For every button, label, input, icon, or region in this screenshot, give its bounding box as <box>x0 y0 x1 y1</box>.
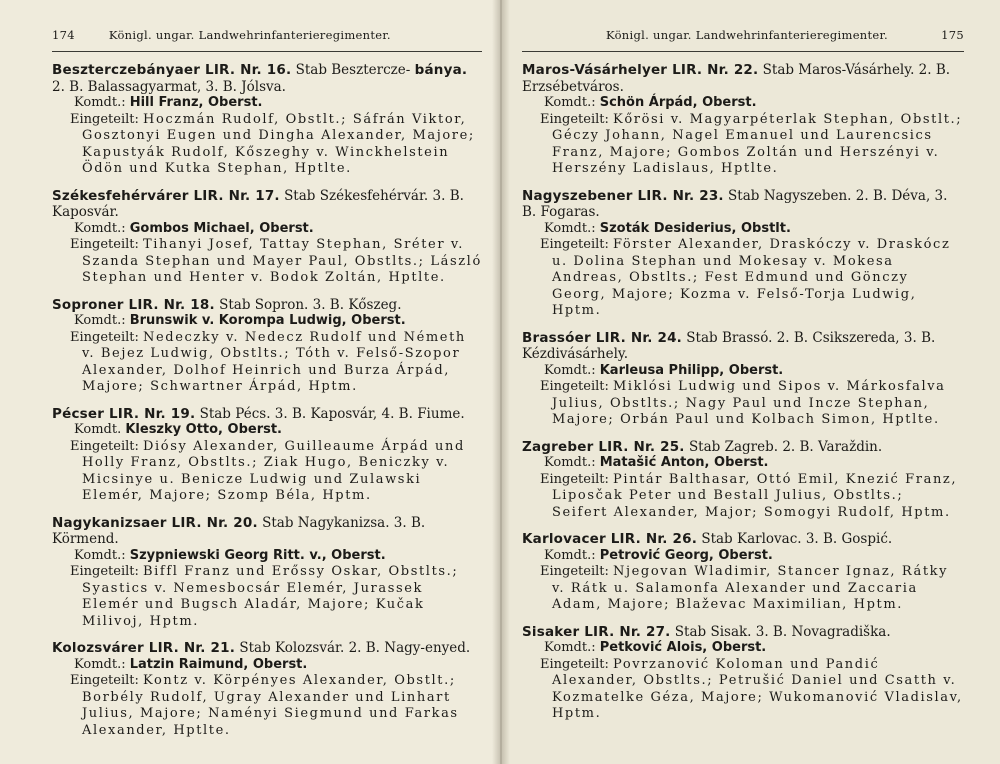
komdt-name: Szypniewski Georg Ritt. v., Oberst. <box>129 547 386 563</box>
komdt-label: Komdt.: <box>544 220 596 236</box>
regiment-entry-23 <box>522 188 964 320</box>
regiment-battalions: 2. B. Varaždin. <box>782 438 883 455</box>
komdt-label: Komdt.: <box>74 220 126 236</box>
book-gutter <box>492 0 510 764</box>
running-head-left <box>52 28 482 52</box>
regiment-battalions: 3. B. Gospić. <box>805 531 893 547</box>
regiment-entry-17 <box>52 188 482 287</box>
regiment-entry-26 <box>522 531 964 614</box>
regiment-battalions: 2. B. Nagy-enyed. <box>348 640 471 656</box>
regiment-entry-19 <box>52 406 482 505</box>
komdt-name: Hill Franz, Oberst. <box>129 95 263 110</box>
regiment-battalions: 3. B. Kaposvár, 4. B. Fiume. <box>274 405 465 422</box>
eingeteilt-label: Eingeteilt: <box>540 564 609 579</box>
running-head-title-left: Königl. ungar. Landwehrinfanterieregimenter. <box>108 28 391 42</box>
regiment-battalions: 3. B. Kőszeg. <box>312 296 402 313</box>
regiment-heading: Soproner LIR. Nr. 18. <box>52 296 215 313</box>
komdt-label: Komdt.: <box>544 547 596 563</box>
komdt-label: Komdt.: <box>74 547 126 563</box>
eingeteilt-label: Eingeteilt: <box>70 564 139 579</box>
komdt-label: Komdt.: <box>74 656 126 672</box>
regiment-station: Stab Maros-Vásárhely. <box>762 62 915 78</box>
regiment-entry-16 <box>52 62 482 178</box>
komdt-label: Komdt.: <box>544 640 596 655</box>
regiment-station: Stab Kolozsvár. <box>239 640 345 656</box>
komdt-name: Latzin Raimund, Oberst. <box>129 656 308 672</box>
komdt-label: Komdt.: <box>544 455 596 470</box>
komdt-name: Kleszky Otto, Oberst. <box>125 422 282 437</box>
komdt-label: Komdt. <box>74 422 122 437</box>
regiment-heading: Maros-Vásárhelyer LIR. Nr. 22. <box>522 62 759 78</box>
eingeteilt-list: Nedeczky v. Nedecz Rudolf und Németh v. Bejez Ludwig, Obstlts.; Tóth v. Felső-Szopor Alexander, Dolhof Heinrich und Burza Árpád, Majore; Schwartner Árpád, Hptm. <box>82 329 466 394</box>
regiment-heading: Sisaker LIR. Nr. 27. <box>522 623 671 640</box>
regiment-heading: Zagreber LIR. Nr. 25. <box>522 438 685 455</box>
page-number-right: 175 <box>941 28 964 42</box>
komdt-name: Karleusa Philipp, Oberst. <box>599 362 784 378</box>
regiment-battalions: 2. B. Balassagyarmat, 3. B. Jólsva. <box>52 78 286 95</box>
regiment-station-cont: bánya. <box>414 62 468 78</box>
regiment-entry-22 <box>522 62 964 178</box>
eingeteilt-label: Eingeteilt: <box>70 329 139 345</box>
eingeteilt-label: Eingeteilt: <box>540 656 609 672</box>
regiment-heading: Beszterczebányaer LIR. Nr. 16. <box>52 62 292 78</box>
eingeteilt-list: Njegovan Wladimir, Stancer Ignaz, Rátky v. Rátk u. Salamonfa Alexander und Zaccaria Adam, Majore; Blaževac Maximilian, Hptm. <box>552 564 949 612</box>
eingeteilt-list: Biffl Franz und Erőssy Oskar, Obstlts.; Syastics v. Nemesbocsár Elemér, Jurassek Elemér und Bugsch Aladár, Majore; Kučak Milivoj, Hptm. <box>82 564 459 629</box>
eingeteilt-label: Eingeteilt: <box>70 111 139 127</box>
eingeteilt-list: Diósy Alexander, Guilleaume Árpád und Holly Franz, Obstlts.; Ziak Hugo, Beniczky v. Micsinye u. Benicze Ludwig und Zulawski Elemér, Majore; Szomp Béla, Hptm. <box>82 438 465 503</box>
regiment-battalions: 3. B. Kaposvár. <box>52 187 464 220</box>
komdt-label: Komdt.: <box>544 95 596 110</box>
eingeteilt-label: Eingeteilt: <box>540 379 609 394</box>
komdt-name: Schön Árpád, Oberst. <box>599 95 757 110</box>
komdt-name: Matašić Anton, Oberst. <box>599 455 769 470</box>
eingeteilt-list: Miklósi Ludwig und Sipos v. Márkosfalva Julius, Obstlts.; Nagy Paul und Incze Stephan, Majore; Orbán Paul und Kolbach Simon, Hptlte. <box>552 379 946 427</box>
eingeteilt-label: Eingeteilt: <box>540 237 609 252</box>
eingeteilt-list: Kőrösi v. Magyarpéterlak Stephan, Obstlt.; Géczy Johann, Nagel Emanuel und Laurencsics Franz, Majore; Gombos Zoltán und Herszényi v. Herszény Ladislaus, Hptlte. <box>552 111 963 176</box>
regiment-battalions: 3. B. Körmend. <box>52 514 426 547</box>
komdt-name: Szoták Desiderius, Obstlt. <box>599 220 791 236</box>
eingeteilt-list: Kontz v. Körpényes Alexander, Obstlt.; Borbély Rudolf, Ugray Alexander und Linhart Julius, Majore; Naményi Siegmund und Farkas Alexander, Hptlte. <box>82 673 459 738</box>
regiment-entry-25 <box>522 439 964 522</box>
regiment-heading: Kolozsvárer LIR. Nr. 21. <box>52 640 236 656</box>
regiment-battalions: 2. B. Erzsébetváros. <box>522 62 951 95</box>
right-page <box>500 0 1000 764</box>
running-head-title-right: Königl. ungar. Landwehrinfanterieregimenter. <box>606 28 889 42</box>
regiment-station: Stab Pécs. <box>199 405 271 422</box>
komdt-name: Gombos Michael, Oberst. <box>129 220 314 236</box>
regiment-heading: Nagykanizsaer LIR. Nr. 20. <box>52 514 258 531</box>
regiment-heading: Nagyszebener LIR. Nr. 23. <box>522 187 724 204</box>
regiment-battalions: 2. B. Csikszereda, 3. B. Kézdivásárhely. <box>522 329 936 362</box>
regiment-entry-24 <box>522 330 964 429</box>
eingeteilt-list: Hoczmán Rudolf, Obstlt.; Sáfrán Viktor, Gosztonyi Eugen und Dingha Alexander, Majore; Kapustyák Rudolf, Kőszeghy v. Winckhelstein Ödön und Kutka Stephan, Hptlte. <box>82 111 475 176</box>
eingeteilt-label: Eingeteilt: <box>70 438 139 454</box>
komdt-label: Komdt.: <box>74 313 126 328</box>
regiment-station: Stab Székesfehérvár. <box>284 187 429 204</box>
komdt-name: Petković Alois, Oberst. <box>599 640 767 655</box>
regiment-entry-27 <box>522 624 964 723</box>
regiment-station: Stab Sopron. <box>219 296 309 313</box>
regiment-heading: Székesfehérvárer LIR. Nr. 17. <box>52 187 280 204</box>
eingeteilt-list: Povrzanović Koloman und Pandić Alexander, Obstlts.; Petrušić Daniel und Csatth v. Kozmatelke Géza, Majore; Wukomanović Vladislav, Hptm. <box>552 656 963 721</box>
komdt-name: Petrović Georg, Oberst. <box>599 547 773 563</box>
regiment-entry-21 <box>52 640 482 739</box>
regiment-entry-20 <box>52 515 482 631</box>
regiment-station: Stab Karlovac. <box>701 531 802 547</box>
regiment-heading: Brassóer LIR. Nr. 24. <box>522 329 682 346</box>
eingeteilt-list: Förster Alexander, Draskóczy v. Draskócz u. Dolina Stephan und Mokesay v. Mokesa Andreas, Obstlts.; Fest Edmund und Gönczy Georg, Majore; Kozma v. Felső-Torja Ludwig, Hptm. <box>552 237 951 318</box>
regiment-station: Stab Brassó. <box>686 329 773 346</box>
regiment-station: Stab Zagreb. <box>688 438 779 455</box>
running-head-right <box>522 28 964 52</box>
eingeteilt-label: Eingeteilt: <box>540 111 609 127</box>
komdt-name: Brunswik v. Korompa Ludwig, Oberst. <box>129 313 406 328</box>
regiment-station: Stab Nagyszeben. <box>728 187 852 204</box>
regiment-battalions: 3. B. Novagradiška. <box>755 623 891 640</box>
page-number-left: 174 <box>52 28 75 42</box>
komdt-label: Komdt.: <box>544 362 596 378</box>
eingeteilt-label: Eingeteilt: <box>540 471 609 487</box>
eingeteilt-label: Eingeteilt: <box>70 673 139 688</box>
eingeteilt-list: Pintár Balthasar, Ottó Emil, Knezić Franz, Liposčak Peter und Bestall Julius, Obstlts.; Seifert Alexander, Major; Somogyi Rudolf, Hptm. <box>552 471 958 520</box>
eingeteilt-list: Tihanyi Josef, Tattay Stephan, Sréter v. Szanda Stephan und Mayer Paul, Obstlts.; László Stephan und Henter v. Bodok Zoltán, Hptlte. <box>82 237 482 285</box>
regiment-battalions: 2. B. Déva, 3. B. Fogaras. <box>522 187 948 220</box>
regiment-station: Stab Sisak. <box>674 623 752 640</box>
regiment-station: Stab Besztercze- <box>295 62 411 78</box>
komdt-label: Komdt.: <box>74 95 126 110</box>
regiment-heading: Pécser LIR. Nr. 19. <box>52 405 196 422</box>
regiment-station: Stab Nagykanizsa. <box>262 514 390 531</box>
regiment-heading: Karlovacer LIR. Nr. 26. <box>522 531 698 547</box>
regiment-entry-18 <box>52 297 482 396</box>
eingeteilt-label: Eingeteilt: <box>70 237 139 252</box>
